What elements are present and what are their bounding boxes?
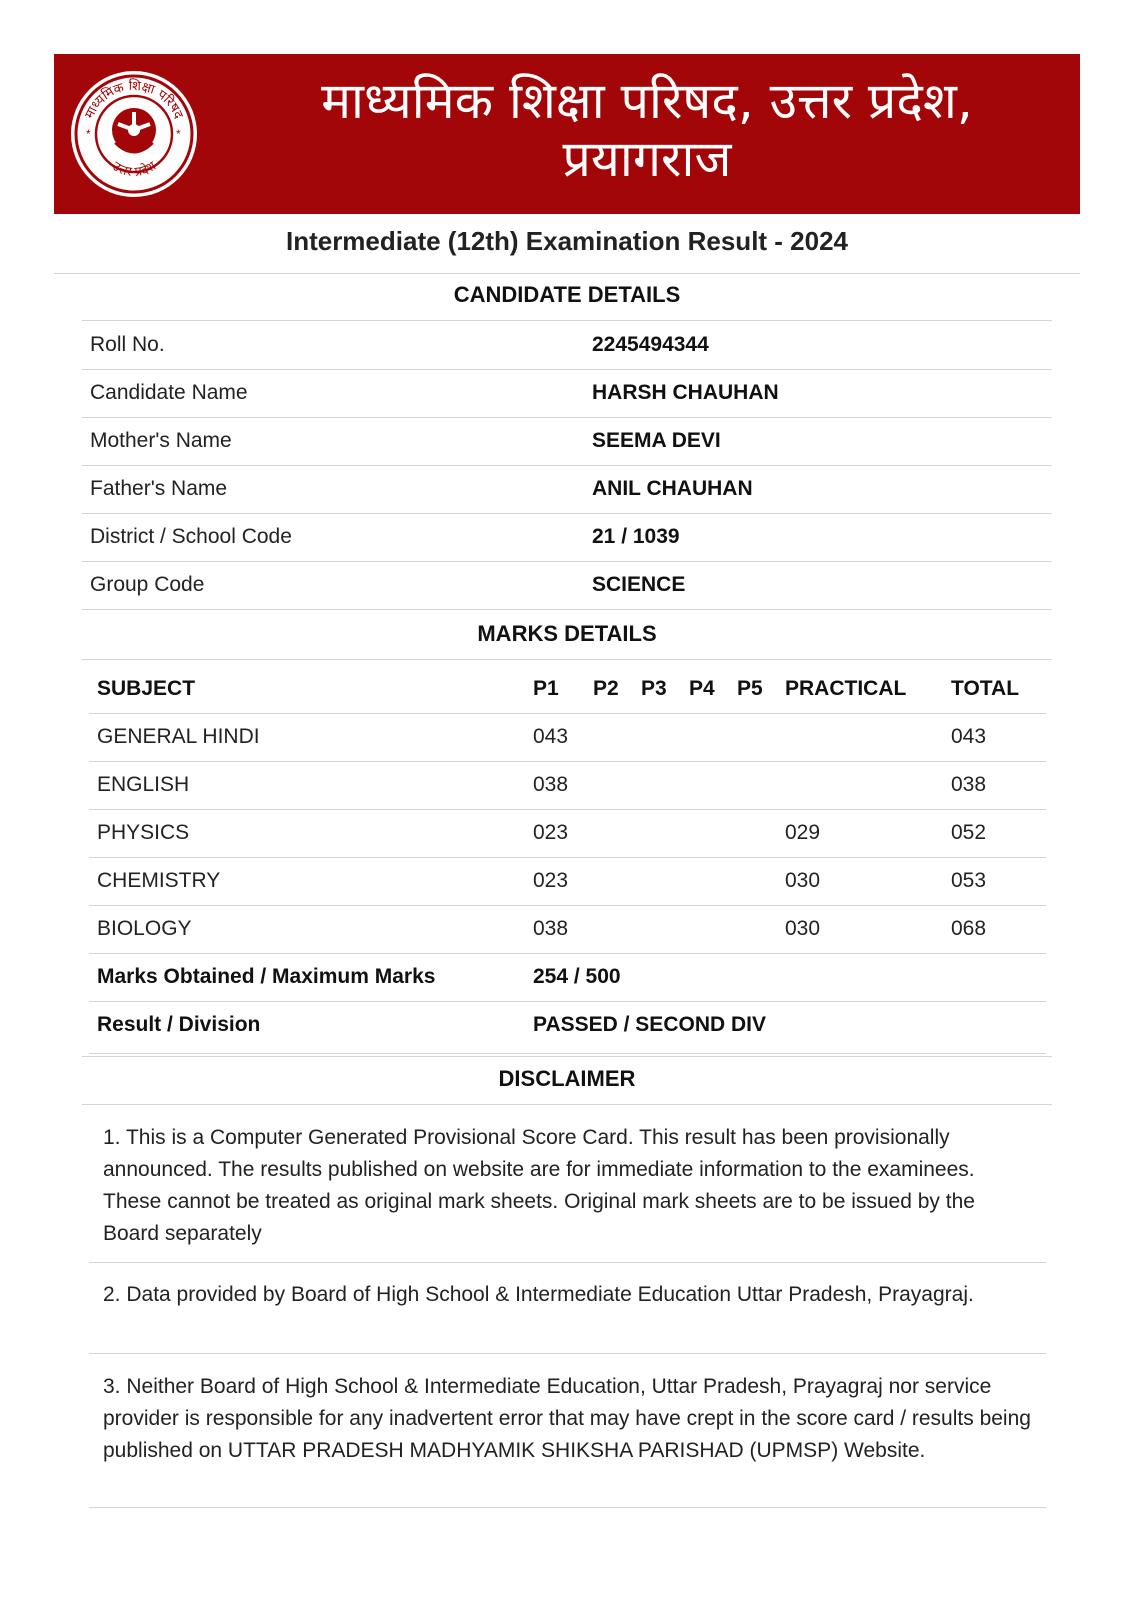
cell-p1: 023 bbox=[533, 821, 569, 844]
row-value: SCIENCE bbox=[592, 573, 686, 596]
cell-subject: GENERAL HINDI bbox=[97, 725, 260, 748]
disclaimer-item bbox=[89, 1279, 1046, 1354]
cell-total: 043 bbox=[951, 725, 987, 748]
disclaimer-text: 3. Neither Board of High School & Intermediate Education, Uttar Pradesh, Prayagraj nor service provider is responsible for any inadvertent error that may have crept in the score card / results being published on UTTAR PRADESH MADHYAMIK SHIKSHA PARISHAD (UPMSP) Website. bbox=[103, 1375, 1031, 1462]
board-title-line1: माध्यमिक शिक्षा परिषद, उत्तर प्रदेश, bbox=[321, 72, 973, 130]
row-value: 21 / 1039 bbox=[592, 525, 680, 548]
svg-text:*: * bbox=[176, 127, 181, 141]
row-value: SEEMA DEVI bbox=[592, 429, 721, 452]
result-division-value: PASSED / SECOND DIV bbox=[533, 1013, 766, 1036]
marks-table-header bbox=[89, 665, 1046, 714]
header-p4: P4 bbox=[689, 677, 715, 700]
candidate-row-mother-name bbox=[82, 417, 1052, 466]
disclaimer-text: 2. Data provided by Board of High School & Intermediate Education Uttar Pradesh, Prayagraj. bbox=[103, 1283, 974, 1306]
marks-obtained-value: 254 / 500 bbox=[533, 965, 621, 988]
row-label: Father's Name bbox=[90, 477, 228, 500]
marks-section-title: MARKS DETAILS bbox=[477, 621, 657, 646]
candidate-row-roll-no bbox=[82, 321, 1052, 370]
result-division-label: Result / Division bbox=[97, 1013, 261, 1036]
cell-p1: 038 bbox=[533, 917, 569, 940]
cell-p1: 043 bbox=[533, 725, 569, 748]
candidate-row-group-code bbox=[82, 561, 1052, 610]
candidate-section-title: CANDIDATE DETAILS bbox=[453, 282, 681, 307]
row-label: Group Code bbox=[90, 573, 205, 596]
cell-p1: 038 bbox=[533, 773, 569, 796]
header-p1: P1 bbox=[533, 677, 559, 700]
row-label: Candidate Name bbox=[90, 381, 248, 404]
table-row bbox=[89, 857, 1046, 906]
upmsp-emblem-logo bbox=[68, 68, 200, 200]
row-label: District / School Code bbox=[90, 525, 292, 548]
result-division-row bbox=[89, 1001, 1046, 1054]
table-row bbox=[89, 713, 1046, 762]
header-subject: SUBJECT bbox=[97, 677, 196, 700]
row-value: ANIL CHAUHAN bbox=[592, 477, 753, 500]
cell-practical: 029 bbox=[785, 821, 821, 844]
row-label: Roll No. bbox=[90, 333, 165, 356]
cell-subject: ENGLISH bbox=[97, 773, 190, 796]
candidate-row-name bbox=[82, 369, 1052, 418]
divider bbox=[82, 659, 1052, 660]
disclaimer-section-title: DISCLAIMER bbox=[498, 1066, 636, 1091]
table-row bbox=[89, 809, 1046, 858]
divider bbox=[54, 273, 1080, 274]
row-value: HARSH CHAUHAN bbox=[592, 381, 779, 404]
divider bbox=[82, 1104, 1052, 1105]
svg-text:उत्तर प्रदेश: उत्तर प्रदेश bbox=[109, 158, 159, 181]
disclaimer-item bbox=[89, 1122, 1046, 1263]
cell-subject: PHYSICS bbox=[97, 821, 190, 844]
disclaimer-text: 1. This is a Computer Generated Provisional Score Card. This result has been provisionally announced. The results published on website are for immediate information to the examinees. These cannot be treated as original mark sheets. Original mark sheets are to be issued by the Board separately bbox=[103, 1126, 975, 1245]
disclaimer-item bbox=[89, 1371, 1046, 1508]
header-banner bbox=[54, 54, 1080, 214]
marks-obtained-label: Marks Obtained / Maximum Marks bbox=[97, 965, 436, 988]
cell-subject: CHEMISTRY bbox=[97, 869, 221, 892]
row-label: Mother's Name bbox=[90, 429, 232, 452]
marks-obtained-row bbox=[89, 953, 1046, 1002]
svg-text:*: * bbox=[86, 127, 91, 141]
table-row bbox=[89, 761, 1046, 810]
header-p2: P2 bbox=[593, 677, 619, 700]
table-row bbox=[89, 905, 1046, 954]
cell-p1: 023 bbox=[533, 869, 569, 892]
cell-practical: 030 bbox=[785, 917, 821, 940]
cell-total: 053 bbox=[951, 869, 987, 892]
header-practical: PRACTICAL bbox=[785, 677, 907, 700]
row-value: 2245494344 bbox=[592, 333, 709, 356]
cell-subject: BIOLOGY bbox=[97, 917, 192, 940]
cell-total: 052 bbox=[951, 821, 987, 844]
divider bbox=[82, 1056, 1052, 1057]
candidate-row-father-name bbox=[82, 465, 1052, 514]
header-p5: P5 bbox=[737, 677, 763, 700]
header-p3: P3 bbox=[641, 677, 667, 700]
cell-total: 068 bbox=[951, 917, 987, 940]
cell-practical: 030 bbox=[785, 869, 821, 892]
svg-text:माध्यमिक शिक्षा परिषद: माध्यमिक शिक्षा परिषद bbox=[82, 78, 186, 122]
candidate-row-district-school-code bbox=[82, 513, 1052, 562]
cell-total: 038 bbox=[951, 773, 987, 796]
board-title bbox=[234, 72, 1060, 188]
exam-title: Intermediate (12th) Examination Result - 2024 bbox=[285, 226, 849, 256]
header-total: TOTAL bbox=[951, 677, 1020, 700]
board-title-line2: प्रयागराज bbox=[562, 130, 732, 188]
